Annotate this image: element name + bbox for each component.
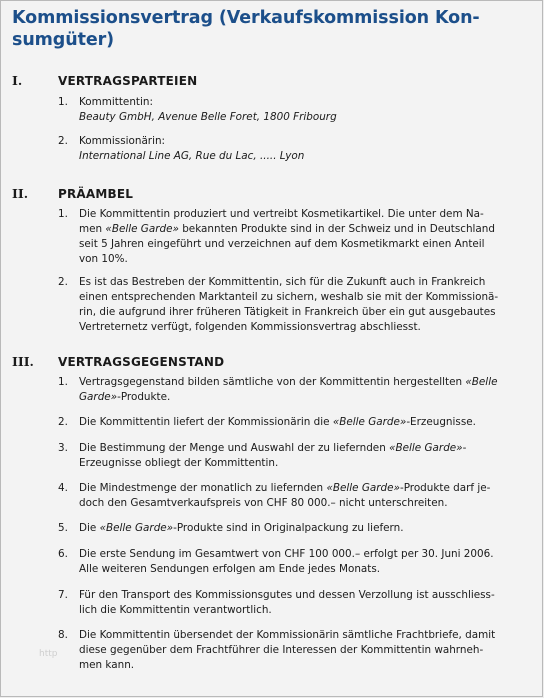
item-number: 2. — [58, 276, 68, 288]
item-text: Die Kommittentin übersendet der Kommissionärin sämtliche Frachtbriefe, damit diese gegenüber dem Frachtführer die Interessen der Kommittentin wahrneh- men kann. — [79, 629, 496, 671]
item-text: Vertragsgegenstand bilden sämtliche von der Kommittentin hergestellten «Belle Garde»-Produkte. — [79, 376, 498, 403]
item-number: 1. — [58, 96, 68, 108]
item-text: Für den Transport des Kommissionsgutes und dessen Verzollung ist ausschliess- lich die Kommittentin verantwortlich. — [79, 589, 495, 616]
item-text: Die Kommittentin liefert der Kommissionärin die «Belle Garde»-Erzeugnisse. — [79, 416, 476, 428]
item-text: Kommittentin: Beauty GmbH, Avenue Belle Foret, 1800 Fribourg — [79, 96, 337, 123]
section-title: VERTRAGSGEGENSTAND — [58, 355, 225, 369]
section-number: II. — [12, 186, 29, 201]
section-title: VERTRAGSPARTEIEN — [58, 74, 198, 88]
section-number: I. — [12, 73, 23, 88]
item-number: 2. — [58, 416, 68, 428]
item-number: 7. — [58, 589, 68, 601]
watermark-text: http — [39, 649, 58, 659]
item-text: Die erste Sendung im Gesamtwert von CHF 100 000.– erfolgt per 30. Juni 2006. Alle weiteren Sendungen erfolgen am Ende jedes Monats. — [79, 548, 494, 575]
item-number: 4. — [58, 482, 68, 494]
item-number: 6. — [58, 548, 68, 560]
item-number: 2. — [58, 135, 68, 147]
item-text: Die Mindestmenge der monatlich zu liefernden «Belle Garde»-Produkte darf je- doch den Gesamtverkaufspreis von CHF 80 000.– nicht unterschreiten. — [79, 482, 491, 509]
section-number: III. — [12, 354, 34, 369]
section-title: PRÄAMBEL — [58, 187, 134, 201]
item-number: 8. — [58, 629, 68, 641]
item-text: Die Kommittentin produziert und vertreibt Kosmetikartikel. Die unter dem Na- men «Belle Garde» bekannten Produkte sind in der Schweiz und in Deutschland seit 5 Jahren eingeführt und verzeichnen auf dem Kosmetikmarkt einen Anteil von 10%. — [79, 208, 495, 265]
item-text: Kommissionärin: International Line AG, Rue du Lac, ..... Lyon — [79, 135, 305, 162]
item-text: Es ist das Bestreben der Kommittentin, sich für die Zukunft auch in Frankreich einen entsprechenden Marktanteil zu sichern, weshalb sie mit der Kommissionä- rin, die aufgrund ihrer früheren Tätigkeit in Frankreich über ein gut ausgebautes Vertreternetz verfügt, folgenden Kommissionsvertrag abschliesst. — [79, 276, 499, 333]
item-number: 5. — [58, 522, 68, 534]
item-number: 3. — [58, 442, 68, 454]
item-number: 1. — [58, 376, 68, 388]
item-text: Die «Belle Garde»-Produkte sind in Originalpackung zu liefern. — [79, 522, 404, 534]
document-title: Kommissionsvertrag (Verkaufskommission Kon- sumgüter) — [12, 8, 480, 50]
item-number: 1. — [58, 208, 68, 220]
item-text: Die Bestimmung der Menge und Auswahl der zu liefernden «Belle Garde»- Erzeugnisse obliegt der Kommittentin. — [79, 442, 467, 469]
